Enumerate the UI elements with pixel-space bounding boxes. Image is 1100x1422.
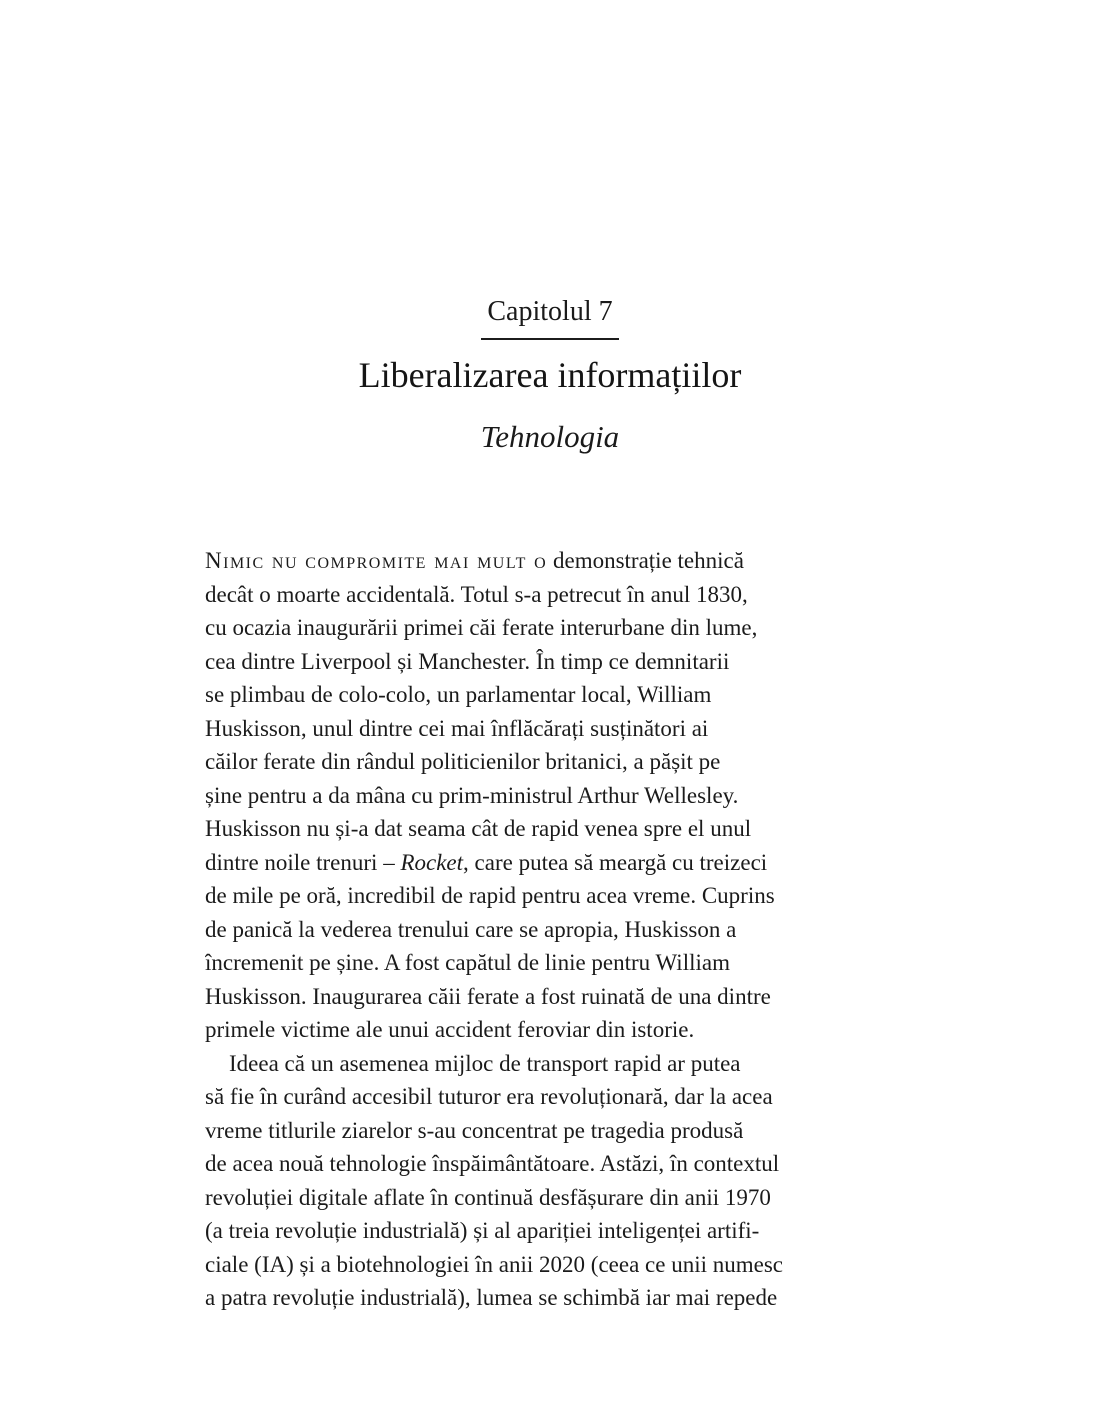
paragraph-2 bbox=[205, 1047, 895, 1315]
text-line: se plimbau de colo-colo, un parlamentar local, William bbox=[205, 682, 712, 707]
text-line: să fie în curând accesibil tuturor era revoluționară, dar la acea bbox=[205, 1084, 773, 1109]
text-line: Huskisson, unul dintre cei mai înflăcărați susținători ai bbox=[205, 715, 709, 741]
text-line: Ideea că un asemenea mijloc de transport rapid ar putea bbox=[229, 1050, 741, 1076]
text-line: de mile pe oră, incredibil de rapid pentru acea vreme. Cuprins bbox=[205, 883, 775, 908]
text-line: vreme titlurile ziarelor s-au concentrat pe tragedia produsă bbox=[205, 1117, 744, 1143]
text-line: cea dintre Liverpool și Manchester. În timp ce demnitarii bbox=[205, 648, 730, 674]
chapter-label: Capitolul 7 bbox=[487, 296, 613, 327]
paragraph-1 bbox=[205, 544, 895, 1047]
text-line: (a treia revoluție industrială) și al apariției inteligenței artifi- bbox=[205, 1218, 760, 1243]
text-line: Huskisson. Inaugurarea căii ferate a fost ruinată de una dintre bbox=[205, 983, 771, 1009]
text-segment: demonstrație tehnică bbox=[547, 548, 744, 573]
body-text bbox=[205, 544, 895, 1315]
text-line bbox=[205, 846, 895, 880]
text-line: Huskisson nu și-a dat seama cât de rapid venea spre el unul bbox=[205, 816, 752, 841]
opening-smallcaps: Nimic nu compromite mai mult o bbox=[205, 548, 548, 573]
text-line: căilor ferate din rândul politicienilor britanici, a pășit pe bbox=[205, 749, 721, 774]
text-line: de acea nouă tehnologie înspăimântătoare. Astăzi, în contextul bbox=[205, 1151, 780, 1176]
text-line: revoluției digitale aflate în continuă desfășurare din anii 1970 bbox=[205, 1184, 771, 1210]
chapter-subtitle: Tehnologia bbox=[480, 419, 620, 454]
train-name-italic: Rocket bbox=[400, 849, 464, 875]
text-line: primele victime ale unui accident feroviar din istorie. bbox=[205, 1017, 695, 1042]
text-line: de panică la vederea trenului care se apropia, Huskisson a bbox=[205, 916, 737, 942]
text-line: a patra revoluție industrială), lumea se schimbă iar mai repede bbox=[205, 1285, 778, 1310]
text-line: decât o moarte accidentală. Totul s-a petrecut în anul 1830, bbox=[205, 581, 748, 607]
chapter-divider-rule bbox=[481, 338, 619, 340]
chapter-title: Liberalizarea informațiilor bbox=[358, 355, 742, 395]
text-line: șine pentru a da mâna cu prim-ministrul Arthur Wellesley. bbox=[205, 782, 739, 808]
text-segment: dintre noile trenuri – bbox=[205, 849, 401, 875]
text-line: încremenit pe șine. A fost capătul de linie pentru William bbox=[205, 950, 730, 975]
text-segment: , care putea să meargă cu treizeci bbox=[463, 849, 768, 875]
text-line: ciale (IA) și a biotehnologiei în anii 2020 (ceea ce unii numesc bbox=[205, 1251, 783, 1277]
text-line: cu ocazia inaugurării primei căi ferate interurbane din lume, bbox=[205, 615, 758, 640]
text-line bbox=[205, 544, 895, 578]
